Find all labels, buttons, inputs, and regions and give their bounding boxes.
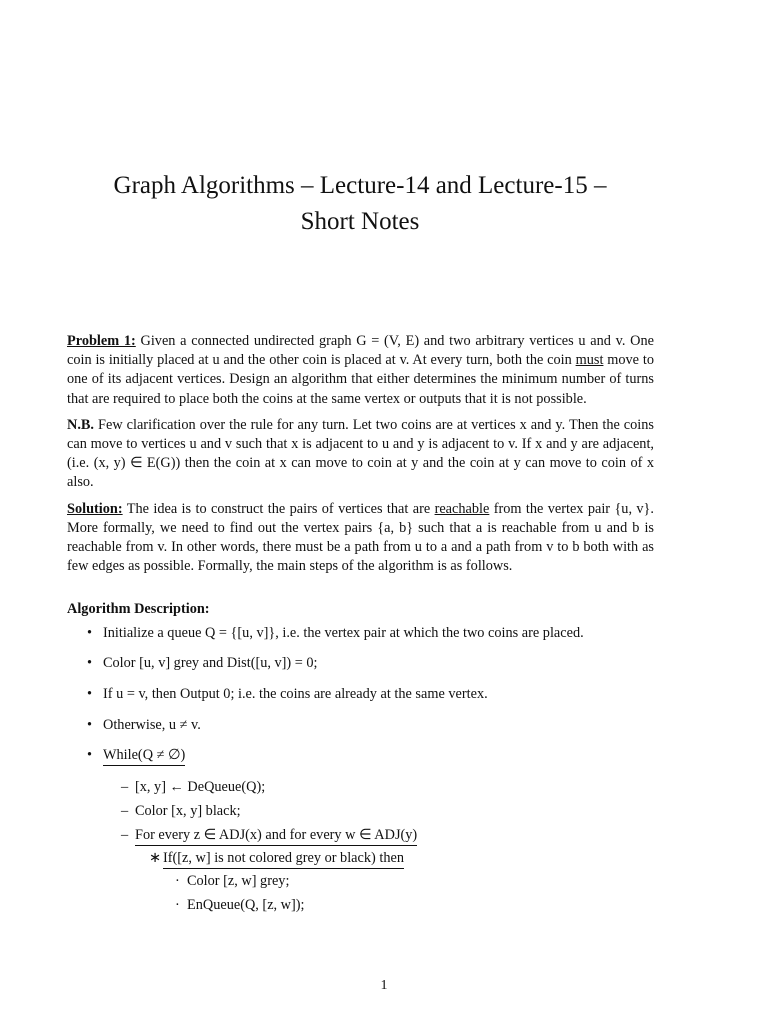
dot-marker: · <box>175 873 180 890</box>
bullet-marker: • <box>87 747 93 764</box>
solution-reachable: reachable <box>434 500 490 517</box>
list-item <box>103 802 654 821</box>
step-text: Color [z, w] grey; <box>187 873 290 890</box>
for-loop-item <box>103 826 654 915</box>
list-item <box>67 685 654 704</box>
step-text: [x, y] ← DeQueue(Q); <box>135 778 266 795</box>
while-body <box>103 778 654 915</box>
problem-must: must <box>575 352 604 369</box>
algorithm-steps <box>67 624 654 915</box>
title-line-2: Short Notes <box>300 208 420 235</box>
while-loop-item <box>67 746 654 914</box>
step-text: Initialize a queue Q = {[u, v]}, i.e. the vertex pair at which the two coins are placed. <box>103 624 584 641</box>
step-text: EnQueue(Q, [z, w]); <box>187 896 305 913</box>
if-label: If([z, w] is not colored grey or black) then <box>163 850 404 869</box>
for-body <box>135 849 654 915</box>
step-text: If u = v, then Output 0; i.e. the coins are already at the same vertex. <box>103 686 488 703</box>
solution-text: The idea is to construct the pairs of vertices that are <box>122 500 435 517</box>
list-item <box>67 624 654 643</box>
step-text: Color [x, y] black; <box>135 802 241 819</box>
nb-label: N.B. <box>67 416 95 433</box>
page-number: 1 <box>380 978 388 993</box>
list-item <box>163 872 654 891</box>
star-marker: ∗ <box>149 850 161 867</box>
solution-text-2: from the vertex pair {u, v}. More formally, we need to find out the vertex pairs {a, b} such that a is reachable from u and b is reachable from v. In other words, there must be a path from u to a and a path from v to b both with as few edges as possible. Formally, the main steps of the algorithm is as follows. <box>67 500 654 575</box>
algorithm-title: Algorithm Description: <box>67 601 210 618</box>
problem-paragraph <box>67 332 654 409</box>
title-line-1: Graph Algorithms – Lecture-14 and Lecture-15 – <box>113 172 607 199</box>
if-body <box>163 872 654 914</box>
nb-text: Few clarification over the rule for any turn. Let two coins are at vertices x and y. Then the coins can move to vertices u and v such that x is adjacent to u and y is adjacent to v. If x and y are adjacent, (i.e. (x, y) ∈ E(G)) then the coin at x can move to coin at y and the coin at y can move to coin of x also. <box>67 416 654 491</box>
list-item <box>67 716 654 735</box>
dot-marker: · <box>175 896 180 913</box>
document-body <box>67 332 654 926</box>
bullet-marker: • <box>87 624 93 641</box>
list-item <box>67 654 654 673</box>
problem-label: Problem 1: <box>67 333 136 349</box>
while-label: While(Q ≠ ∅) <box>103 747 185 766</box>
solution-label: Solution: <box>67 500 123 517</box>
bullet-marker: • <box>87 686 93 703</box>
list-item <box>163 896 654 915</box>
step-text: Otherwise, u ≠ v. <box>103 716 201 733</box>
problem-text-2: move to one of its adjacent vertices. Design an algorithm that either determines the minimum number of turns that are required to place both the coins at the same vertex or outputs that it is not possible. <box>67 352 654 407</box>
dash-marker: – <box>121 802 129 819</box>
step-text: Color [u, v] grey and Dist([u, v]) = 0; <box>103 655 318 672</box>
if-item <box>135 849 654 915</box>
solution-paragraph <box>67 500 654 577</box>
bullet-marker: • <box>87 716 93 733</box>
dash-marker: – <box>121 778 129 795</box>
problem-text: Given a connected undirected graph G = (V, E) and two arbitrary vertices u and v. One coin is initially placed at u and the other coin is placed at v. At every turn, both the coin <box>67 333 654 369</box>
document-title <box>60 168 660 240</box>
nb-paragraph <box>67 416 654 493</box>
for-label: For every z ∈ ADJ(x) and for every w ∈ ADJ(y) <box>135 827 417 846</box>
bullet-marker: • <box>87 655 93 672</box>
list-item <box>103 778 654 797</box>
dash-marker: – <box>121 827 129 844</box>
